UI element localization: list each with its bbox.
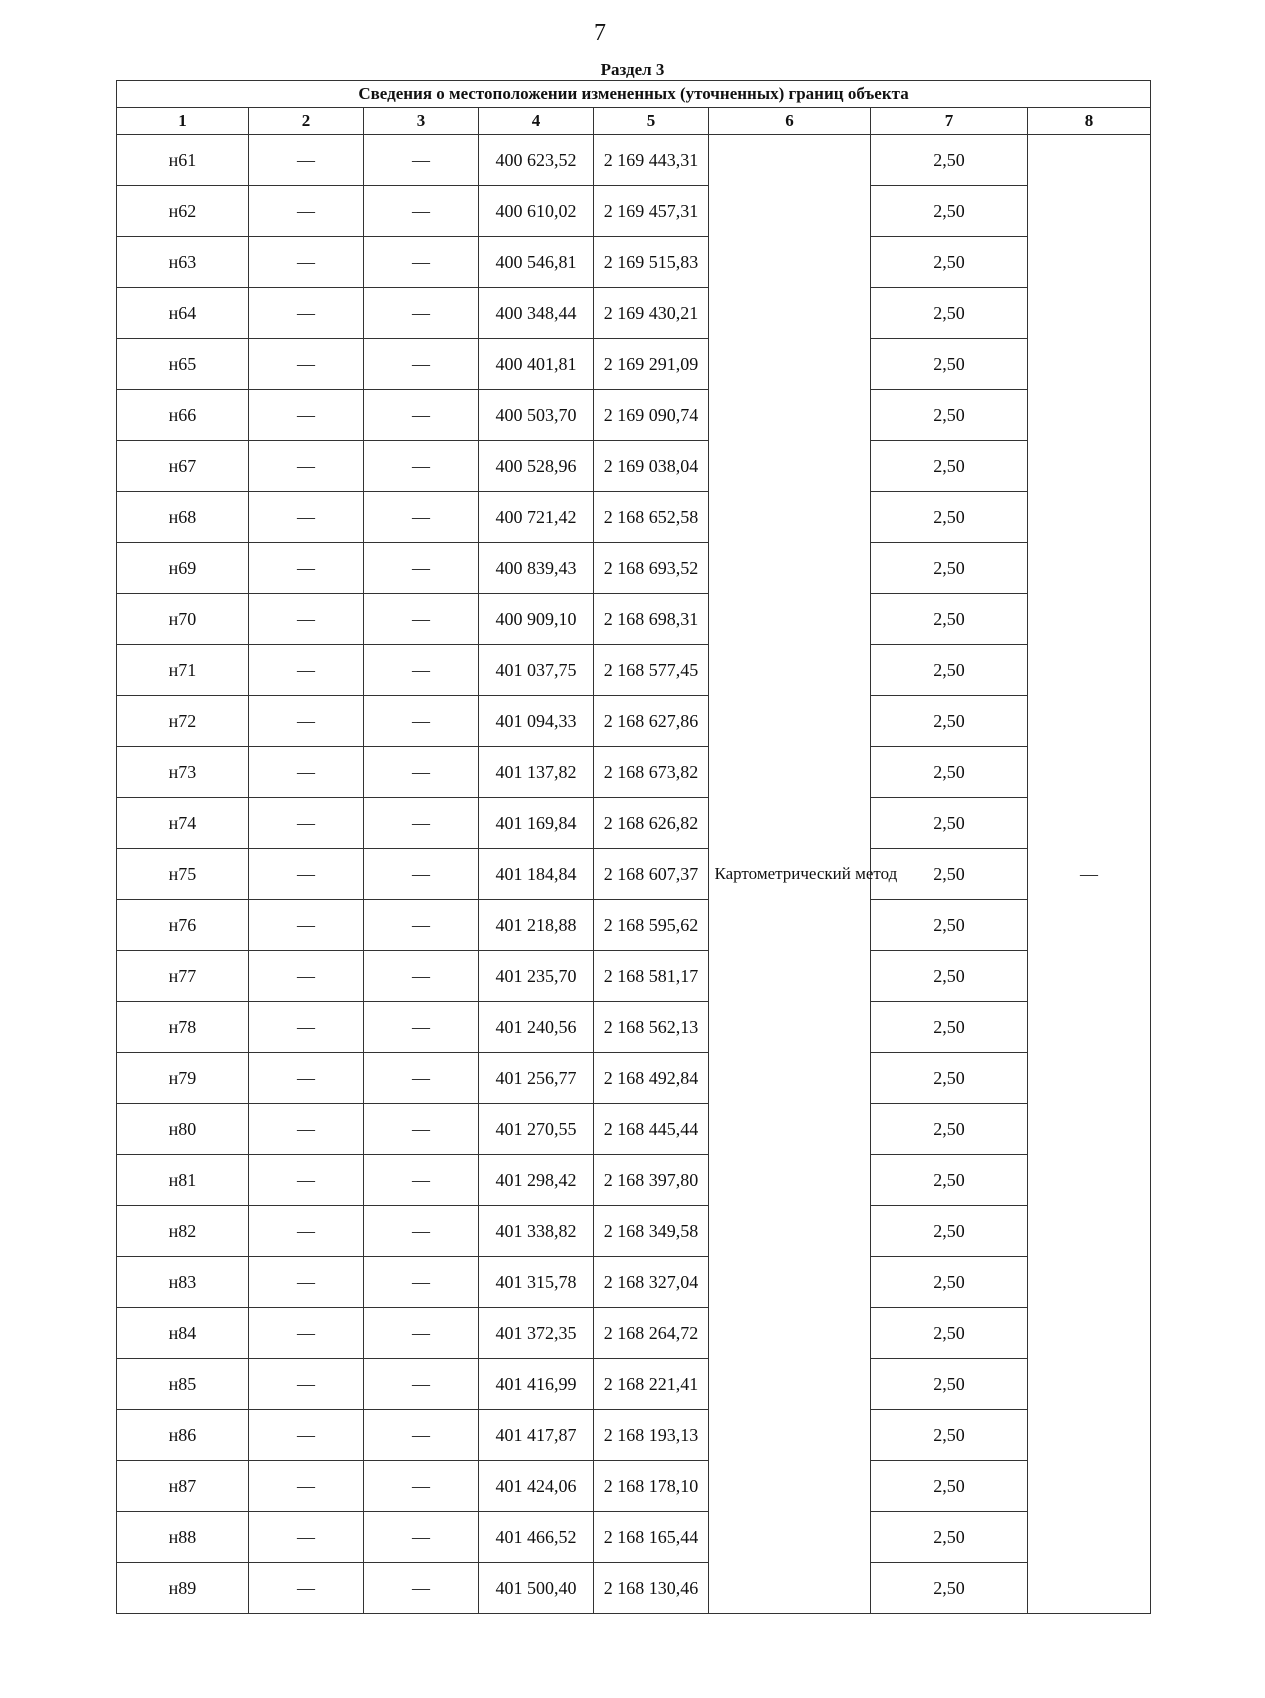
accuracy-cell: 2,50 xyxy=(871,1104,1028,1155)
point-name-cell: н86 xyxy=(117,1410,249,1461)
y-coordinate-cell: 2 168 581,17 xyxy=(594,951,709,1002)
y-coordinate-cell: 2 168 193,13 xyxy=(594,1410,709,1461)
column-header-row xyxy=(117,108,1151,135)
column-header: 2 xyxy=(249,108,364,135)
y-coordinate-cell: 2 168 607,37 xyxy=(594,849,709,900)
y-coordinate-cell: 2 168 492,84 xyxy=(594,1053,709,1104)
accuracy-cell: 2,50 xyxy=(871,441,1028,492)
table-row xyxy=(117,1155,1151,1206)
column-header: 4 xyxy=(479,108,594,135)
column-header: 3 xyxy=(364,108,479,135)
column-2-cell: — xyxy=(249,237,364,288)
column-2-cell: — xyxy=(249,747,364,798)
accuracy-cell: 2,50 xyxy=(871,390,1028,441)
column-3-cell: — xyxy=(364,492,479,543)
accuracy-cell: 2,50 xyxy=(871,1002,1028,1053)
page-number: 7 xyxy=(594,20,606,46)
accuracy-cell: 2,50 xyxy=(871,594,1028,645)
column-3-cell: — xyxy=(364,237,479,288)
x-coordinate-cell: 401 270,55 xyxy=(479,1104,594,1155)
x-coordinate-cell: 401 338,82 xyxy=(479,1206,594,1257)
column-3-cell: — xyxy=(364,951,479,1002)
x-coordinate-cell: 400 839,43 xyxy=(479,543,594,594)
accuracy-cell: 2,50 xyxy=(871,1206,1028,1257)
table-row xyxy=(117,849,1151,900)
x-coordinate-cell: 400 348,44 xyxy=(479,288,594,339)
y-coordinate-cell: 2 169 291,09 xyxy=(594,339,709,390)
column-2-cell: — xyxy=(249,186,364,237)
table-row xyxy=(117,951,1151,1002)
y-coordinate-cell: 2 169 515,83 xyxy=(594,237,709,288)
point-name-cell: н61 xyxy=(117,135,249,186)
column-3-cell: — xyxy=(364,798,479,849)
section-title: Раздел 3 xyxy=(600,60,665,79)
method-text: Картометрический метод xyxy=(714,864,898,883)
column-3-cell: — xyxy=(364,1257,479,1308)
table-caption: Сведения о местоположении измененных (уточненных) границ объекта xyxy=(117,81,1151,108)
column-2-cell: — xyxy=(249,1002,364,1053)
accuracy-cell: 2,50 xyxy=(871,696,1028,747)
y-coordinate-cell: 2 168 652,58 xyxy=(594,492,709,543)
accuracy-cell: 2,50 xyxy=(871,645,1028,696)
accuracy-cell: 2,50 xyxy=(871,1359,1028,1410)
accuracy-cell: 2,50 xyxy=(871,951,1028,1002)
table-row xyxy=(117,594,1151,645)
accuracy-cell: 2,50 xyxy=(871,798,1028,849)
x-coordinate-cell: 401 500,40 xyxy=(479,1563,594,1614)
point-name-cell: н87 xyxy=(117,1461,249,1512)
y-coordinate-cell: 2 168 693,52 xyxy=(594,543,709,594)
table-row xyxy=(117,1206,1151,1257)
point-name-cell: н78 xyxy=(117,1002,249,1053)
column-3-cell: — xyxy=(364,747,479,798)
y-coordinate-cell: 2 168 130,46 xyxy=(594,1563,709,1614)
table-row xyxy=(117,747,1151,798)
x-coordinate-cell: 401 184,84 xyxy=(479,849,594,900)
column-2-cell: — xyxy=(249,1461,364,1512)
y-coordinate-cell: 2 168 577,45 xyxy=(594,645,709,696)
accuracy-cell: 2,50 xyxy=(871,1410,1028,1461)
x-coordinate-cell: 401 235,70 xyxy=(479,951,594,1002)
column-2-cell: — xyxy=(249,1155,364,1206)
column-2-cell: — xyxy=(249,1206,364,1257)
column-3-cell: — xyxy=(364,1410,479,1461)
table-body xyxy=(117,135,1151,1614)
column-3-cell: — xyxy=(364,543,479,594)
x-coordinate-cell: 401 218,88 xyxy=(479,900,594,951)
accuracy-cell: 2,50 xyxy=(871,135,1028,186)
column-3-cell: — xyxy=(364,1053,479,1104)
point-name-cell: н85 xyxy=(117,1359,249,1410)
column-3-cell: — xyxy=(364,1512,479,1563)
point-name-cell: н71 xyxy=(117,645,249,696)
column-8-cell: — xyxy=(1028,135,1151,1614)
column-2-cell: — xyxy=(249,1359,364,1410)
column-2-cell: — xyxy=(249,1410,364,1461)
accuracy-cell: 2,50 xyxy=(871,186,1028,237)
column-3-cell: — xyxy=(364,390,479,441)
column-2-cell: — xyxy=(249,1257,364,1308)
table-row xyxy=(117,1359,1151,1410)
y-coordinate-cell: 2 169 090,74 xyxy=(594,390,709,441)
table-row xyxy=(117,1104,1151,1155)
y-coordinate-cell: 2 168 595,62 xyxy=(594,900,709,951)
accuracy-cell: 2,50 xyxy=(871,1155,1028,1206)
column-3-cell: — xyxy=(364,1308,479,1359)
x-coordinate-cell: 401 315,78 xyxy=(479,1257,594,1308)
table-row xyxy=(117,492,1151,543)
point-name-cell: н66 xyxy=(117,390,249,441)
x-coordinate-cell: 400 401,81 xyxy=(479,339,594,390)
table-row xyxy=(117,1461,1151,1512)
table-row xyxy=(117,1002,1151,1053)
point-name-cell: н79 xyxy=(117,1053,249,1104)
table-row xyxy=(117,186,1151,237)
column-3-cell: — xyxy=(364,288,479,339)
column-2-cell: — xyxy=(249,441,364,492)
column-3-cell: — xyxy=(364,900,479,951)
x-coordinate-cell: 400 528,96 xyxy=(479,441,594,492)
point-name-cell: н82 xyxy=(117,1206,249,1257)
x-coordinate-cell: 400 909,10 xyxy=(479,594,594,645)
column-3-cell: — xyxy=(364,339,479,390)
column-3-cell: — xyxy=(364,441,479,492)
column-2-cell: — xyxy=(249,1104,364,1155)
accuracy-cell: 2,50 xyxy=(871,1461,1028,1512)
point-name-cell: н76 xyxy=(117,900,249,951)
table-row xyxy=(117,543,1151,594)
point-name-cell: н80 xyxy=(117,1104,249,1155)
y-coordinate-cell: 2 168 562,13 xyxy=(594,1002,709,1053)
column-3-cell: — xyxy=(364,1002,479,1053)
accuracy-cell: 2,50 xyxy=(871,288,1028,339)
point-name-cell: н72 xyxy=(117,696,249,747)
y-coordinate-cell: 2 168 397,80 xyxy=(594,1155,709,1206)
column-2-cell: — xyxy=(249,1053,364,1104)
y-coordinate-cell: 2 168 673,82 xyxy=(594,747,709,798)
column-2-cell: — xyxy=(249,951,364,1002)
point-name-cell: н64 xyxy=(117,288,249,339)
column-2-cell: — xyxy=(249,135,364,186)
column-2-cell: — xyxy=(249,339,364,390)
column-3-cell: — xyxy=(364,1104,479,1155)
column-2-cell: — xyxy=(249,594,364,645)
column-2-cell: — xyxy=(249,543,364,594)
accuracy-cell: 2,50 xyxy=(871,849,1028,900)
accuracy-cell: 2,50 xyxy=(871,1563,1028,1614)
point-name-cell: н88 xyxy=(117,1512,249,1563)
column-3-cell: — xyxy=(364,594,479,645)
x-coordinate-cell: 400 721,42 xyxy=(479,492,594,543)
column-3-cell: — xyxy=(364,135,479,186)
y-coordinate-cell: 2 168 626,82 xyxy=(594,798,709,849)
table-row xyxy=(117,339,1151,390)
column-header: 6 xyxy=(709,108,871,135)
table-row xyxy=(117,288,1151,339)
column-3-cell: — xyxy=(364,186,479,237)
point-name-cell: н70 xyxy=(117,594,249,645)
table-row xyxy=(117,1257,1151,1308)
column-header: 1 xyxy=(117,108,249,135)
column-header: 8 xyxy=(1028,108,1151,135)
column-3-cell: — xyxy=(364,1563,479,1614)
accuracy-cell: 2,50 xyxy=(871,747,1028,798)
column-2-cell: — xyxy=(249,1512,364,1563)
column-3-cell: — xyxy=(364,849,479,900)
accuracy-cell: 2,50 xyxy=(871,543,1028,594)
table-row xyxy=(117,237,1151,288)
y-coordinate-cell: 2 168 349,58 xyxy=(594,1206,709,1257)
point-name-cell: н65 xyxy=(117,339,249,390)
column-3-cell: — xyxy=(364,1206,479,1257)
x-coordinate-cell: 400 503,70 xyxy=(479,390,594,441)
accuracy-cell: 2,50 xyxy=(871,237,1028,288)
table-row xyxy=(117,900,1151,951)
accuracy-cell: 2,50 xyxy=(871,492,1028,543)
y-coordinate-cell: 2 168 221,41 xyxy=(594,1359,709,1410)
x-coordinate-cell: 401 417,87 xyxy=(479,1410,594,1461)
column-2-cell: — xyxy=(249,849,364,900)
y-coordinate-cell: 2 169 038,04 xyxy=(594,441,709,492)
column-3-cell: — xyxy=(364,696,479,747)
table-row xyxy=(117,645,1151,696)
x-coordinate-cell: 401 424,06 xyxy=(479,1461,594,1512)
table-row xyxy=(117,135,1151,186)
point-name-cell: н67 xyxy=(117,441,249,492)
x-coordinate-cell: 400 546,81 xyxy=(479,237,594,288)
x-coordinate-cell: 401 298,42 xyxy=(479,1155,594,1206)
x-coordinate-cell: 401 240,56 xyxy=(479,1002,594,1053)
method-cell xyxy=(709,135,898,1614)
point-name-cell: н69 xyxy=(117,543,249,594)
y-coordinate-cell: 2 168 627,86 xyxy=(594,696,709,747)
column-2-cell: — xyxy=(249,798,364,849)
column-header: 5 xyxy=(594,108,709,135)
table-row xyxy=(117,1410,1151,1461)
y-coordinate-cell: 2 168 327,04 xyxy=(594,1257,709,1308)
x-coordinate-cell: 400 623,52 xyxy=(479,135,594,186)
point-name-cell: н89 xyxy=(117,1563,249,1614)
y-coordinate-cell: 2 169 457,31 xyxy=(594,186,709,237)
y-coordinate-cell: 2 168 698,31 xyxy=(594,594,709,645)
table-row xyxy=(117,1512,1151,1563)
x-coordinate-cell: 401 037,75 xyxy=(479,645,594,696)
x-coordinate-cell: 401 466,52 xyxy=(479,1512,594,1563)
x-coordinate-cell: 401 256,77 xyxy=(479,1053,594,1104)
point-name-cell: н68 xyxy=(117,492,249,543)
column-2-cell: — xyxy=(249,1308,364,1359)
x-coordinate-cell: 401 137,82 xyxy=(479,747,594,798)
accuracy-cell: 2,50 xyxy=(871,1053,1028,1104)
table-row xyxy=(117,1053,1151,1104)
column-2-cell: — xyxy=(249,492,364,543)
x-coordinate-cell: 401 416,99 xyxy=(479,1359,594,1410)
y-coordinate-cell: 2 169 430,21 xyxy=(594,288,709,339)
column-2-cell: — xyxy=(249,1563,364,1614)
column-2-cell: — xyxy=(249,645,364,696)
accuracy-cell: 2,50 xyxy=(871,1257,1028,1308)
table-row xyxy=(117,1563,1151,1614)
boundary-coordinates-table xyxy=(116,80,1151,1614)
point-name-cell: н84 xyxy=(117,1308,249,1359)
x-coordinate-cell: 401 094,33 xyxy=(479,696,594,747)
y-coordinate-cell: 2 168 445,44 xyxy=(594,1104,709,1155)
point-name-cell: н63 xyxy=(117,237,249,288)
column-3-cell: — xyxy=(364,645,479,696)
x-coordinate-cell: 400 610,02 xyxy=(479,186,594,237)
column-2-cell: — xyxy=(249,288,364,339)
column-3-cell: — xyxy=(364,1155,479,1206)
table-row xyxy=(117,1308,1151,1359)
accuracy-cell: 2,50 xyxy=(871,1512,1028,1563)
column-2-cell: — xyxy=(249,696,364,747)
accuracy-cell: 2,50 xyxy=(871,900,1028,951)
point-name-cell: н77 xyxy=(117,951,249,1002)
column-2-cell: — xyxy=(249,390,364,441)
column-2-cell: — xyxy=(249,900,364,951)
column-header: 7 xyxy=(871,108,1028,135)
column-3-cell: — xyxy=(364,1359,479,1410)
point-name-cell: н83 xyxy=(117,1257,249,1308)
table-row xyxy=(117,441,1151,492)
y-coordinate-cell: 2 169 443,31 xyxy=(594,135,709,186)
point-name-cell: н74 xyxy=(117,798,249,849)
y-coordinate-cell: 2 168 165,44 xyxy=(594,1512,709,1563)
accuracy-cell: 2,50 xyxy=(871,1308,1028,1359)
point-name-cell: н73 xyxy=(117,747,249,798)
table-row xyxy=(117,390,1151,441)
y-coordinate-cell: 2 168 264,72 xyxy=(594,1308,709,1359)
point-name-cell: н75 xyxy=(117,849,249,900)
accuracy-cell: 2,50 xyxy=(871,339,1028,390)
point-name-cell: н81 xyxy=(117,1155,249,1206)
x-coordinate-cell: 401 169,84 xyxy=(479,798,594,849)
column-3-cell: — xyxy=(364,1461,479,1512)
x-coordinate-cell: 401 372,35 xyxy=(479,1308,594,1359)
table-row xyxy=(117,798,1151,849)
table-row xyxy=(117,696,1151,747)
point-name-cell: н62 xyxy=(117,186,249,237)
y-coordinate-cell: 2 168 178,10 xyxy=(594,1461,709,1512)
